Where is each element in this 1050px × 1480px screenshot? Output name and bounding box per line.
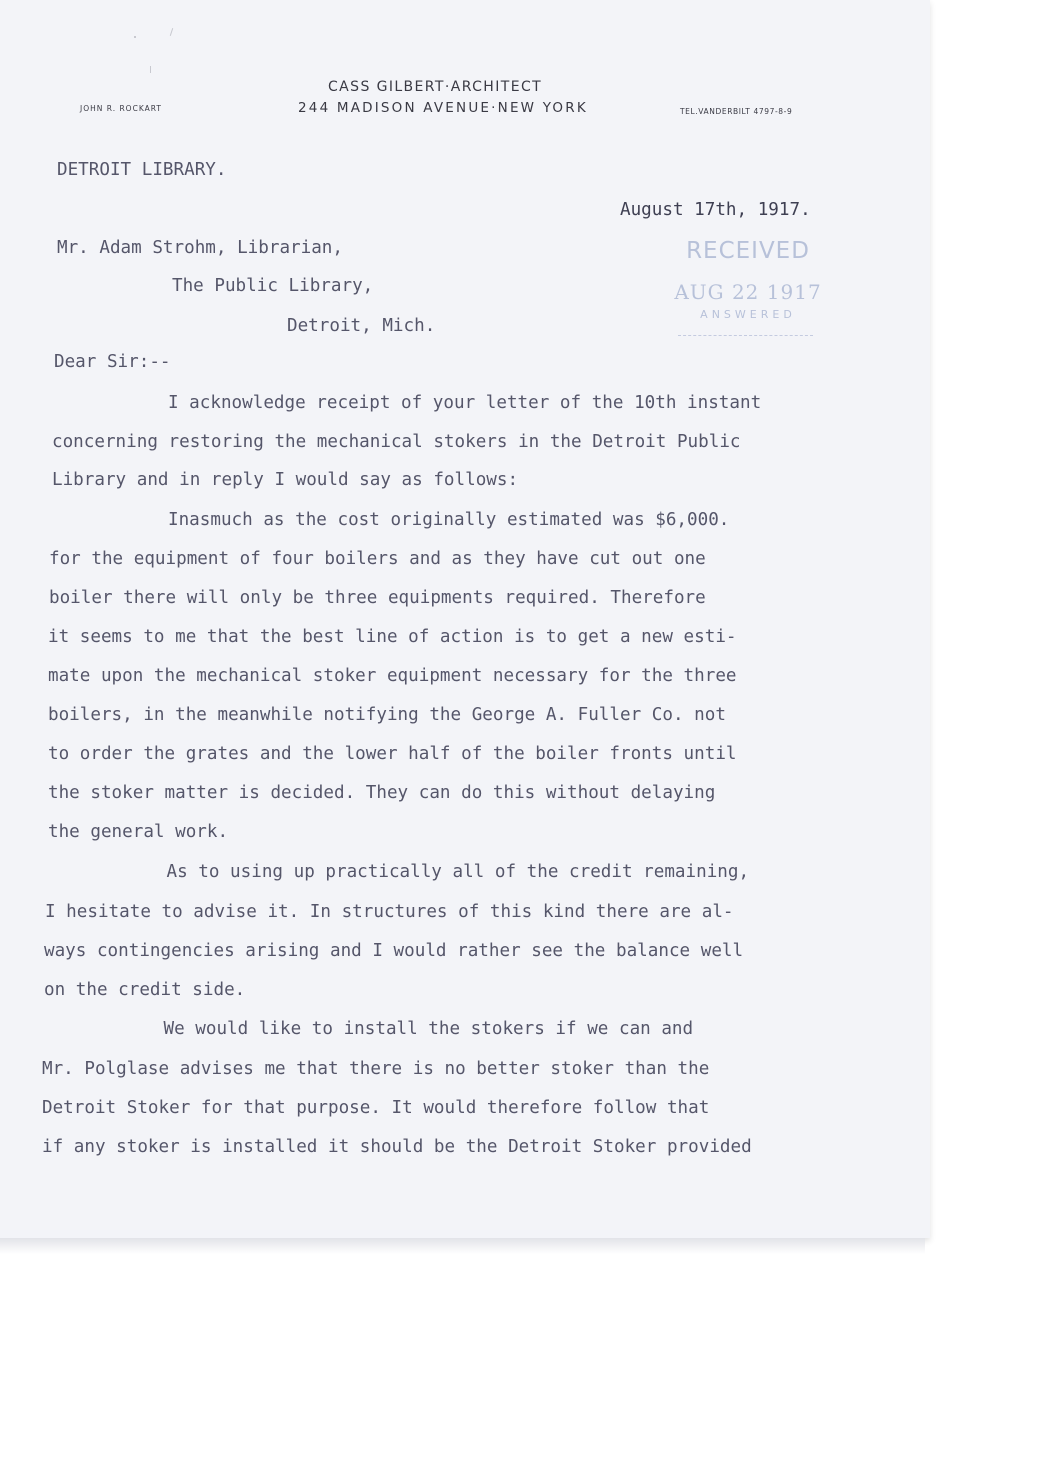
body-line: for the equipment of four boilers and as they have cut out one — [49, 549, 706, 569]
body-line: Detroit Stoker for that purpose. It would therefore follow that — [42, 1098, 710, 1118]
recipient-line-1: Mr. Adam Strohm, Librarian, — [57, 238, 343, 258]
salutation: Dear Sir:-- — [54, 352, 171, 372]
body-line: We would like to install the stokers if we can and — [163, 1019, 694, 1039]
body-line: Library and in reply I would say as follows: — [52, 470, 519, 490]
letter-date: August 17th, 1917. — [620, 200, 811, 220]
received-stamp — [668, 238, 828, 342]
stamp-rule — [678, 335, 813, 337]
recipient-line-2: The Public Library, — [172, 276, 374, 296]
sheet-shadow-edge — [0, 1238, 925, 1254]
body-line: mate upon the mechanical stoker equipment necessary for the three — [48, 666, 737, 686]
body-line: it seems to me that the best line of action is to get a new esti- — [48, 627, 737, 647]
paper-mark — [170, 28, 173, 36]
body-line: on the credit side. — [44, 980, 246, 1000]
subject-line: DETROIT LIBRARY. — [57, 160, 227, 180]
body-line: boilers, in the meanwhile notifying the George A. Fuller Co. not — [48, 705, 726, 725]
letterhead-telephone: TEL.VANDERBILT 4797-8-9 — [680, 107, 793, 116]
paper-mark — [134, 36, 136, 38]
stamp-received-label: RECEIVED — [686, 238, 810, 264]
letterhead-address: 244 MADISON AVENUE·NEW YORK — [298, 100, 588, 116]
recipient-line-3: Detroit, Mich. — [287, 316, 436, 336]
body-line: if any stoker is installed it should be the Detroit Stoker provided — [42, 1137, 752, 1157]
stamp-answered-label: ANSWERED — [700, 308, 796, 321]
body-line: boiler there will only be three equipments required. Therefore — [49, 588, 706, 608]
body-line: Inasmuch as the cost originally estimated was $6,000. — [168, 510, 730, 530]
body-line: concerning restoring the mechanical stokers in the Detroit Public — [52, 432, 741, 452]
body-line: Mr. Polglase advises me that there is no better stoker than the — [42, 1059, 710, 1079]
body-line: As to using up practically all of the credit remaining, — [166, 862, 750, 882]
body-line: the general work. — [48, 822, 229, 842]
body-line: I acknowledge receipt of your letter of the 10th instant — [168, 393, 762, 413]
body-line: I hesitate to advise it. In structures of this kind there are al- — [45, 902, 734, 922]
letterhead-name: CASS GILBERT·ARCHITECT — [328, 79, 543, 95]
letterhead-associate: JOHN R. ROCKART — [80, 104, 162, 113]
body-line: to order the grates and the lower half of the boiler fronts until — [48, 744, 737, 764]
stamp-date: AUG 22 1917 — [674, 280, 822, 304]
body-line: ways contingencies arising and I would rather see the balance well — [44, 941, 744, 961]
body-line: the stoker matter is decided. They can do this without delaying — [48, 783, 716, 803]
paper-mark — [150, 66, 151, 73]
